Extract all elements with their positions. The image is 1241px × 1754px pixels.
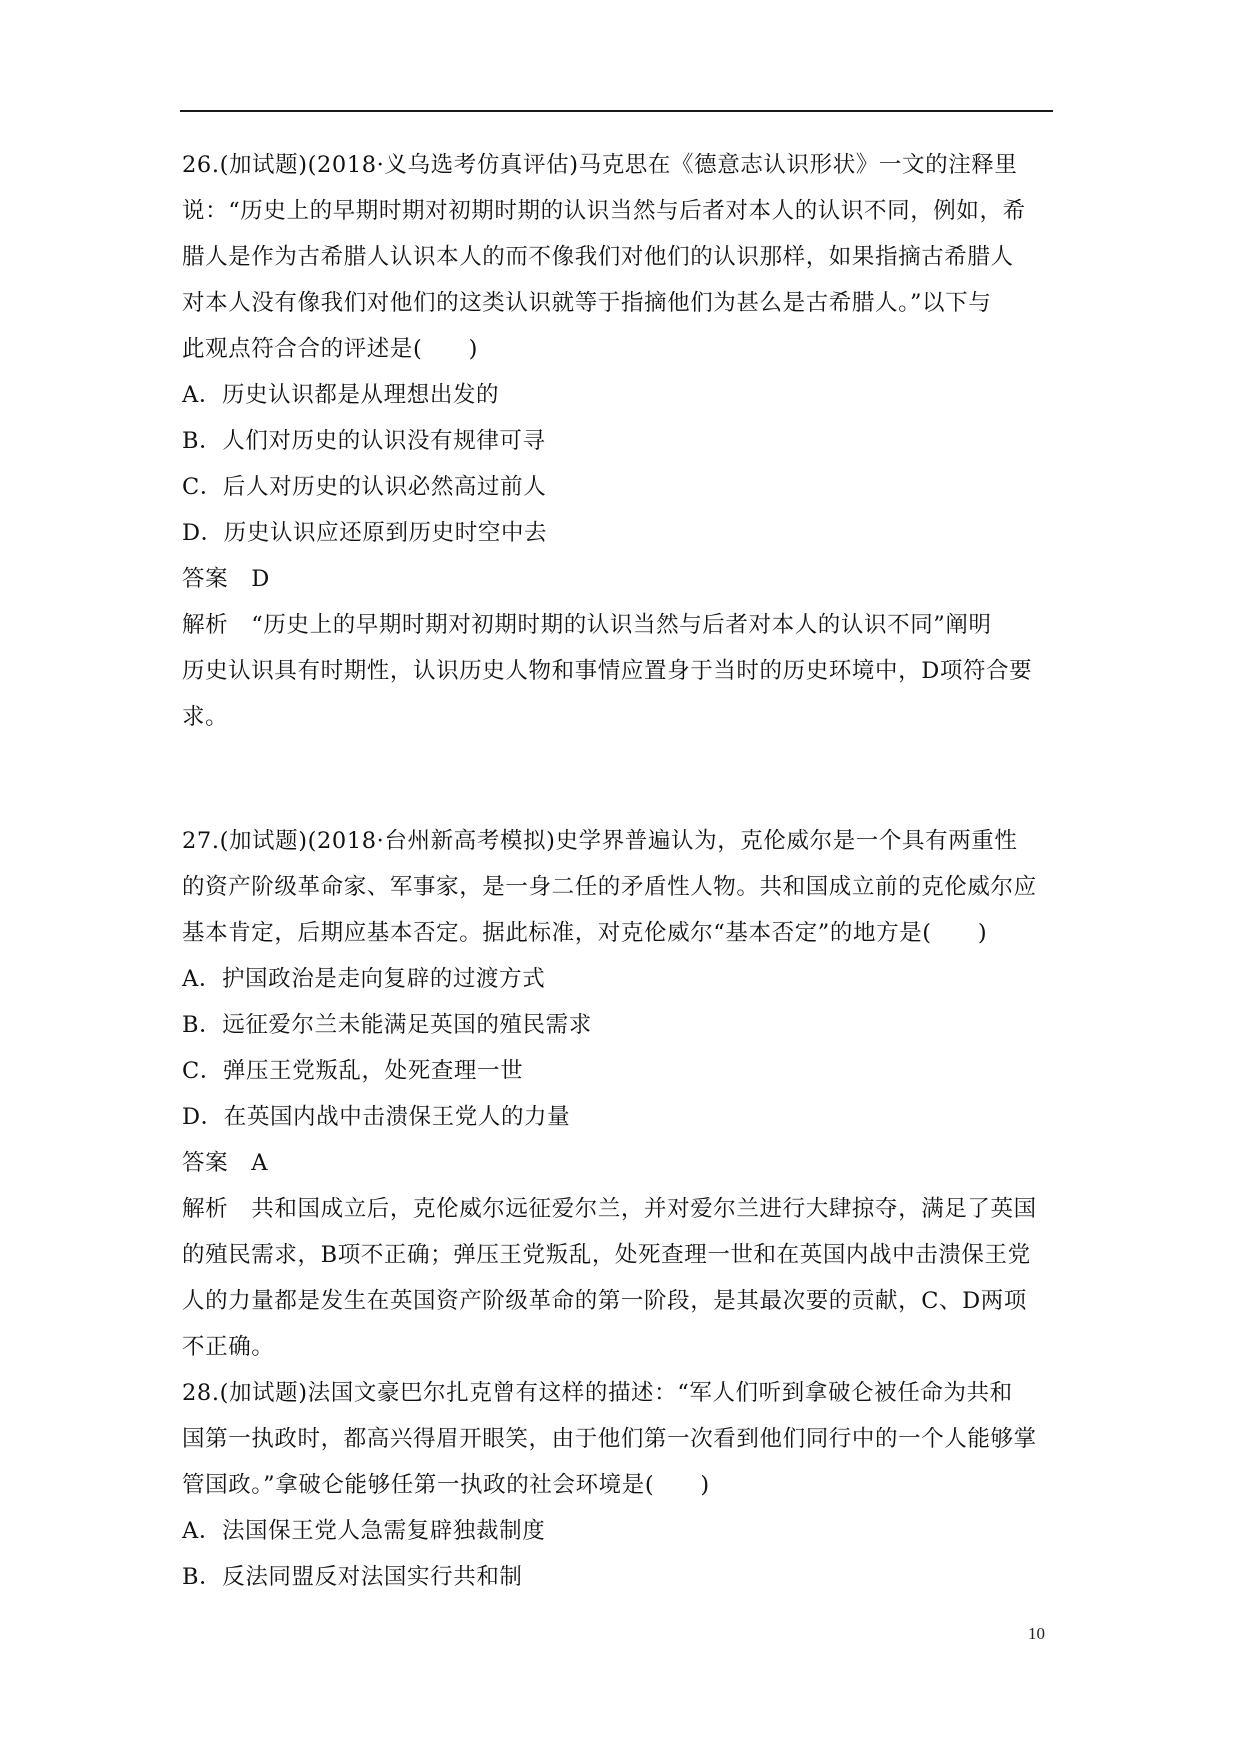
- document-body: [182, 142, 1087, 1600]
- question-26-stem-line-3: 腊人是作为古希腊人认识本人的而不像我们对他们的认识那样，如果指摘古希腊人: [182, 244, 1014, 270]
- question-26-analysis-line-2: 历史认识具有时期性，认识历史人物和事情应置身于当时的历史环境中，D项符合要: [182, 658, 1033, 684]
- question-spacer: [182, 740, 1087, 818]
- page-number: 10: [1028, 1624, 1045, 1643]
- header-rule: [180, 110, 1053, 112]
- question-26-option-a: A．历史认识都是从理想出发的: [182, 382, 500, 408]
- question-28: [182, 1370, 1087, 1600]
- question-28-option-b: B．反法同盟反对法国实行共和制: [182, 1564, 523, 1590]
- question-27-analysis-line-4: 不正确。: [182, 1334, 275, 1360]
- question-26-option-d: D．历史认识应还原到历史时空中去: [182, 520, 548, 546]
- question-27-answer: 答案 A: [182, 1150, 269, 1176]
- question-27-analysis-line-1: 解析 共和国成立后，克伦威尔远征爱尔兰，并对爱尔兰进行大肆掠夺，满足了英国: [182, 1196, 1037, 1222]
- question-27-stem-line-1: 27.(加试题)(2018·台州新高考模拟)史学界普遍认为，克伦威尔是一个具有两重性: [182, 828, 1018, 854]
- question-26-stem-line-2: 说：“历史上的早期时期对初期时期的认识当然与后者对本人的认识不同，例如，希: [182, 198, 1026, 224]
- question-27-option-a: A．护国政治是走向复辟的过渡方式: [182, 966, 546, 992]
- question-26-stem-line-1: 26.(加试题)(2018·义乌选考仿真评估)马克思在《德意志认识形状》一文的注释里: [182, 152, 1018, 178]
- question-26: [182, 142, 1087, 740]
- question-26-analysis-line-1: 解析 “历史上的早期时期对初期时期的认识当然与后者对本人的认识不同”阐明: [182, 612, 992, 638]
- question-28-stem-line-2: 国第一执政时，都高兴得眉开眼笑，由于他们第一次看到他们同行中的一个人能够掌: [182, 1426, 1037, 1452]
- question-28-stem-line-3: 管国政。”拿破仑能够任第一执政的社会环境是( ): [182, 1472, 710, 1498]
- question-27: [182, 818, 1087, 1370]
- question-26-analysis-line-3: 求。: [182, 704, 229, 730]
- question-26-answer: 答案 D: [182, 566, 270, 592]
- question-27-analysis-line-2: 的殖民需求，B项不正确；弹压王党叛乱，处死查理一世和在英国内战中击溃保王党: [182, 1242, 1031, 1268]
- question-26-option-b: B．人们对历史的认识没有规律可寻: [182, 428, 546, 454]
- question-28-option-a: A．法国保王党人急需复辟独裁制度: [182, 1518, 546, 1544]
- question-27-option-c: C．弹压王党叛乱，处死查理一世: [182, 1058, 524, 1084]
- question-28-stem-line-1: 28.(加试题)法国文豪巴尔扎克曾有这样的描述：“军人们听到拿破仑被任命为共和: [182, 1380, 1013, 1406]
- question-27-stem-line-2: 的资产阶级革命家、军事家，是一身二任的矛盾性人物。共和国成立前的克伦威尔应: [182, 874, 1037, 900]
- question-27-analysis-line-3: 人的力量都是发生在英国资产阶级革命的第一阶段，是其最次要的贡献，C、D两项: [182, 1288, 1027, 1314]
- question-27-option-b: B．远征爱尔兰未能满足英国的殖民需求: [182, 1012, 592, 1038]
- question-26-stem-line-4: 对本人没有像我们对他们的这类认识就等于指摘他们为甚么是古希腊人。”以下与: [182, 290, 992, 316]
- question-26-option-c: C．后人对历史的认识必然高过前人: [182, 474, 547, 500]
- question-27-option-d: D．在英国内战中击溃保王党人的力量: [182, 1104, 571, 1130]
- question-26-stem-line-5: 此观点符合合的评述是( ): [182, 336, 478, 362]
- question-27-stem-line-3: 基本肯定，后期应基本否定。据此标准，对克伦威尔“基本否定”的地方是( ): [182, 920, 988, 946]
